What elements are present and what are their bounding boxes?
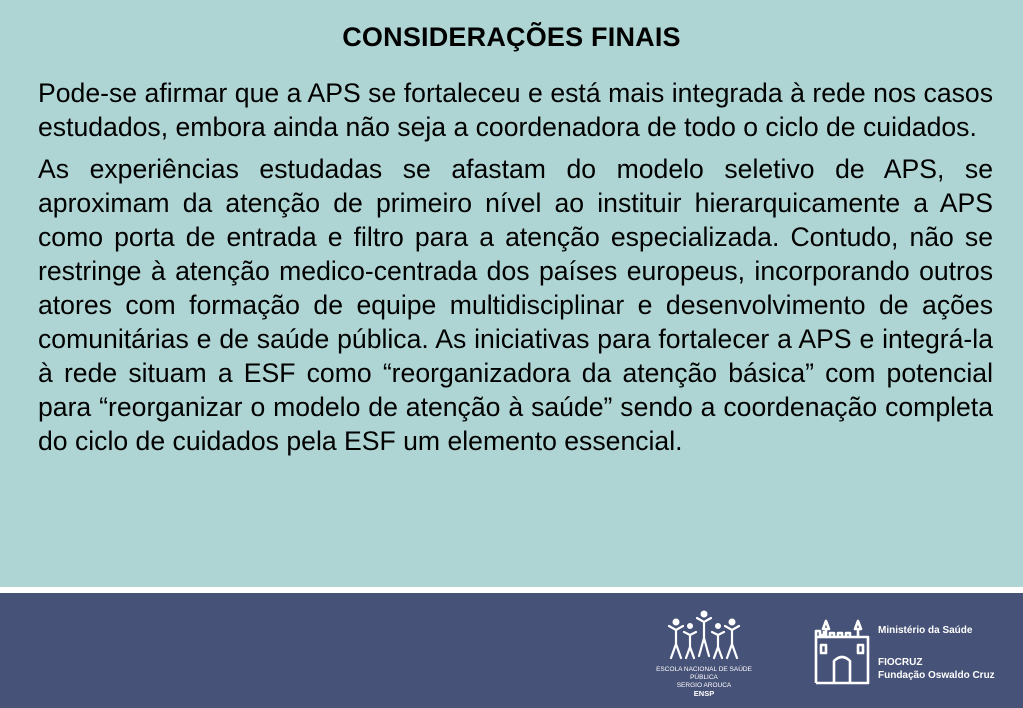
paragraph-1: Pode-se afirmar que a APS se fortaleceu e está mais integrada à rede nos casos estudados, embora ainda não seja a coordenadora de todo o ciclo de cuidados. — [38, 78, 993, 142]
slide-content — [38, 76, 993, 458]
ensp-line-2: SERGIO AROUCA — [676, 682, 732, 689]
fiocruz-name: FIOCRUZ — [878, 657, 923, 668]
ministry-label: Ministério da Saúde — [878, 625, 973, 636]
slide-title: CONSIDERAÇÕES FINAIS — [342, 22, 681, 52]
ensp-wordmark — [648, 666, 760, 698]
ensp-logo — [648, 608, 760, 704]
ensp-abbreviation: ENSP — [693, 689, 715, 698]
fiocruz-castle-icon — [812, 615, 872, 685]
fiocruz-full-name: Fundação Oswaldo Cruz — [878, 670, 995, 681]
ensp-figures-icon — [666, 608, 742, 664]
paragraph-2: As experiências estudadas se afastam do modelo seletivo de APS, se aproximam da atenção de primeiro nível ao instituir hierarquicamente a APS como porta de entrada e filtro para a atenção especializada. Contudo, não se restringe à atenção medico-centrada dos países europeus, incorporando outros atores com formação de equipe multidisciplinar e desenvolvimento de ações comunitárias e de saúde pública. As iniciativas para fortalecer a APS e integrá-la à rede situam a ESF como “reorganizadora da atenção básica” com potencial para “reorganizar o modelo de atenção à saúde” sendo a coordenação completa do ciclo de cuidados pela ESF um elemento essencial. — [38, 154, 993, 456]
fiocruz-logo — [812, 615, 1017, 690]
ensp-line-1: ESCOLA NACIONAL DE SAÚDE PÚBLICA — [656, 666, 752, 681]
